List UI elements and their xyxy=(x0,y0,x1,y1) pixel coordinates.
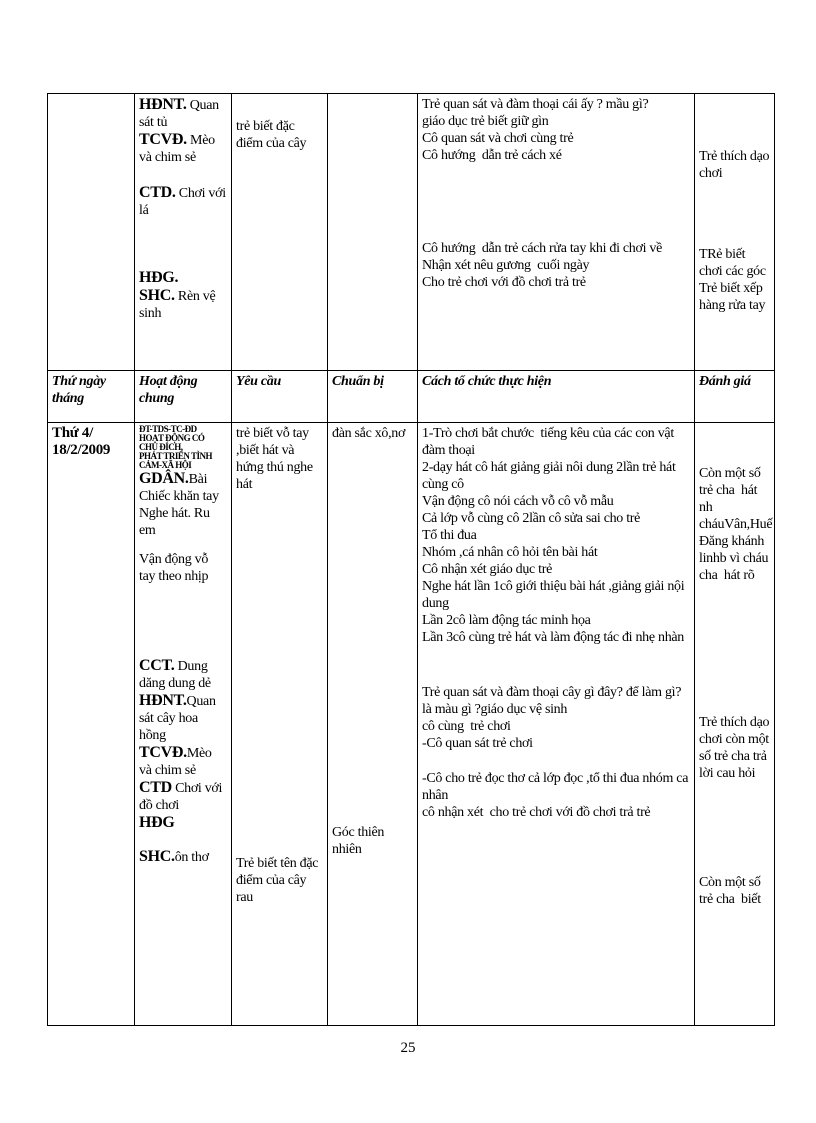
evaluation-cell: Trẻ thích dạo chơi TRẻ biết chơi các góc Trẻ biết xếp hàng rửa tay xyxy=(695,94,775,371)
header-evaluation: Đánh giá xyxy=(695,371,775,423)
method-cell: Trẻ quan sát và đàm thoại cái ấy ? mầu gì? giáo dục trẻ biết giữ gìn Cô quan sát và chơi cùng trẻ Cô hướng dẫn trẻ cách xé Cô hướng dẫn trẻ cách rửa tay khi đi chơi về Nhận xét nêu gương cuối ngày Cho trẻ chơi với đồ chơi trả trẻ xyxy=(418,94,695,371)
requirement-cell: trẻ biết đặc điểm của cây xyxy=(232,94,328,371)
page-number: 25 xyxy=(400,1040,416,1056)
table-row xyxy=(48,423,775,1026)
method-cell: 1-Trò chơi bắt chước tiếng kêu của các con vật đàm thoại 2-dạy hát cô hát giảng giải nôi dung 2lần trẻ hát cùng cô Vận động cô nói cách vỗ cô vỗ mẫu Cả lớp vỗ cùng cô 2lần cô sửa sai cho trẻ Tổ thi đua Nhóm ,cá nhân cô hỏi tên bài hát Cô nhận xét giáo dục trẻ Nghe hát lần 1cô giới thiệu bài hát ,giảng giải nội dung Lần 2cô làm động tác minh họa Lần 3cô cùng trẻ hát và làm động tác đi nhẹ nhàn Trẻ quan sát và đàm thoại cây gì đây? để làm gì? là màu gì ?giáo dục vệ sinh cô cùng trẻ chơi -Cô quan sát trẻ chơi -Cô cho trẻ đọc thơ cả lớp đọc ,tổ thi đua nhóm ca nhân cô nhận xét cho trẻ chơi với đồ chơi trả trẻ xyxy=(418,423,695,1026)
preparation-cell: đàn sắc xô,nơ Góc thiên nhiên xyxy=(328,423,418,1026)
header-preparation: Chuẩn bị xyxy=(328,371,418,423)
table-row xyxy=(48,94,775,371)
header-day: Thứ ngày tháng xyxy=(48,371,135,423)
evaluation-cell: Còn một số trẻ cha hát nh cháuVân,Huế Đăng khánh linhb vì cháu cha hát rõ Trẻ thích dạo chơi còn một số trẻ cha trả lời cau hỏi Còn một số trẻ cha biết xyxy=(695,423,775,1026)
lesson-plan-table xyxy=(47,93,775,1026)
day-cell xyxy=(48,94,135,371)
header-requirement: Yêu cầu xyxy=(232,371,328,423)
preparation-cell xyxy=(328,94,418,371)
table-header-row xyxy=(48,371,775,423)
activity-cell: ĐT-TDS-TC-ĐD HOẠT ĐỘNG CÓ CHỦ ĐÍCH, PHÁT TRIỂN TÌNH CẢM-XÃ HỘI GDÂN.Bài Chiếc khăn tay Nghe hát. Ru em Vận động vỗ tay theo nhịp CCT. Dung dăng dung dẻ HĐNT.Quan sát cây hoa hồng TCVĐ.Mèo và chim sẻ CTD Chơi với đồ chơi HĐG SHC.ôn thơ xyxy=(135,423,232,1026)
header-activity: Hoạt động chung xyxy=(135,371,232,423)
requirement-cell: trẻ biết vỗ tay ,biết hát và hứng thú nghe hát Trẻ biết tên đặc điểm của cây rau xyxy=(232,423,328,1026)
day-cell: Thứ 4/ 18/2/2009 xyxy=(48,423,135,1026)
header-method: Cách tổ chức thực hiện xyxy=(418,371,695,423)
activity-cell: HĐNT. Quan sát tủ TCVĐ. Mèo và chim sẻ CTD. Chơi với lá HĐG. SHC. Rèn vệ sinh xyxy=(135,94,232,371)
